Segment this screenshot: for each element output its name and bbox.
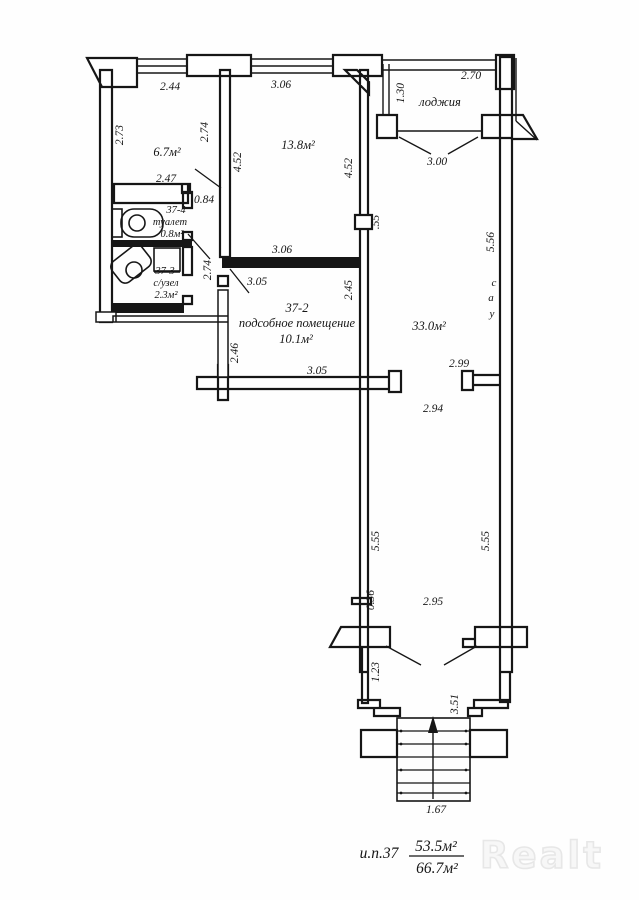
unit-number: и.п.37 (359, 845, 399, 862)
sink-drain (126, 262, 142, 278)
dim-295: 2.95 (422, 596, 444, 608)
footer-areas (360, 838, 464, 877)
toilet-name: туалет (152, 217, 188, 228)
bathroom-area: 2.3м² (154, 290, 178, 301)
area-living: 53.5м² (415, 838, 457, 855)
dim-306b: 3.06 (271, 244, 293, 256)
room-67-area: 6.7м² (153, 145, 181, 159)
staircase (397, 716, 470, 801)
dim-299: 2.99 (448, 358, 470, 370)
dim-084: 0.84 (193, 194, 215, 206)
erased-text-fragments (488, 277, 496, 320)
realt-watermark: Realt (480, 834, 604, 877)
window-lines (137, 58, 537, 272)
dimension-labels (156, 70, 481, 816)
area-total: 66.7м² (416, 860, 458, 877)
door-swing-lines (188, 137, 478, 665)
dim-247: 2.47 (155, 173, 177, 185)
loggia-name: лоджия (419, 95, 461, 109)
dim-270: 2.70 (460, 70, 482, 82)
utility-number: 37-2 (285, 301, 309, 315)
bathroom-number: 37-3 (155, 266, 175, 277)
dim-305a: 3.05 (246, 276, 268, 288)
utility-area: 10.1м² (279, 332, 313, 346)
dim-556: 5.56 (485, 231, 497, 253)
room-330-area: 33.0м² (412, 319, 446, 333)
dim-246: 2.46 (229, 342, 241, 364)
window-glazing (137, 58, 537, 272)
dim-244: 2.44 (159, 81, 181, 93)
fragment-1: с (491, 277, 497, 289)
toilet-number: 37-4 (166, 205, 186, 216)
door-swing (188, 137, 478, 665)
dim-300: 3.00 (426, 156, 448, 168)
dim-555a: 5.55 (370, 530, 382, 552)
dim-306a: 3.06 (270, 79, 292, 91)
dim-273: 2.73 (114, 124, 126, 146)
dim-167: 1.67 (425, 804, 447, 816)
dim-305b: 3.05 (306, 365, 328, 377)
dim-555b: 5.55 (480, 530, 492, 552)
dim-452b: 4.52 (343, 157, 355, 179)
dim-294: 2.94 (422, 403, 444, 415)
toilet-bowl-inner (129, 215, 145, 231)
walls-main (87, 55, 537, 757)
fragment-3: у (489, 308, 495, 320)
fragment-2: а (488, 292, 494, 304)
dim-274a: 2.74 (199, 121, 211, 143)
bathroom-name: с/узел (153, 278, 179, 289)
dim-123: 1.23 (370, 661, 382, 683)
room-138-area: 13.8м² (281, 138, 315, 152)
dim-55: .55 (370, 214, 382, 230)
dim-036: 0.36 (365, 589, 377, 611)
utility-name: подсобное помещение (238, 316, 356, 330)
dim-130: 1.30 (395, 82, 407, 104)
dim-452a: 4.52 (232, 151, 244, 173)
sink-tilted (108, 242, 154, 286)
dim-351: 3.51 (449, 693, 461, 715)
dim-274b: 2.74 (202, 259, 214, 281)
dim-245: 2.45 (343, 279, 355, 301)
toilet-area: 0.8м² (160, 229, 184, 240)
wall-segment (87, 55, 537, 757)
